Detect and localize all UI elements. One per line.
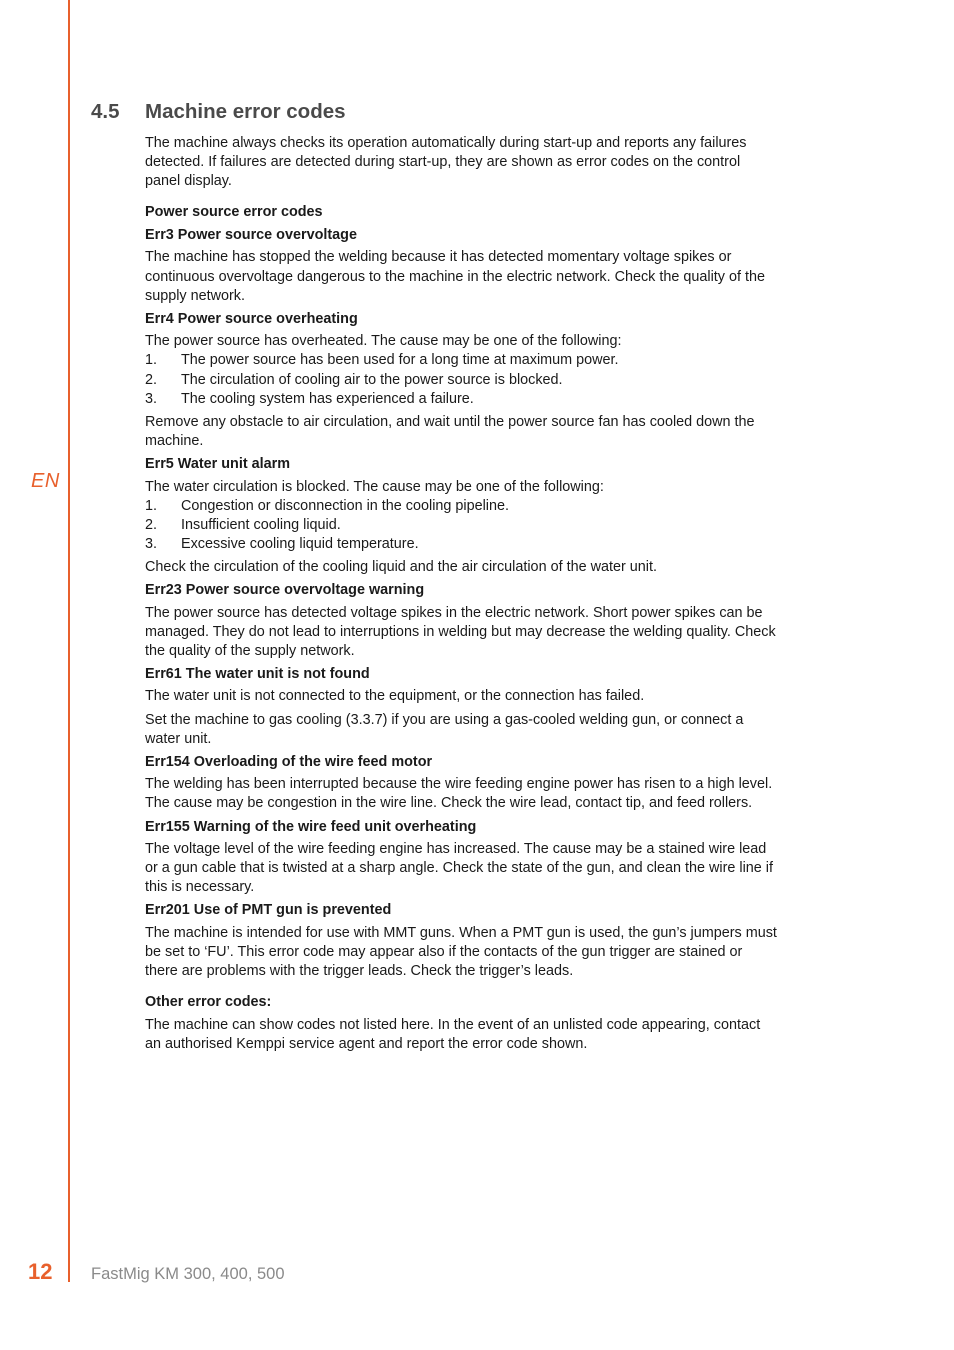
err5-after: Check the circulation of the cooling liquid and the air circulation of the water unit. [145, 558, 657, 575]
err61-text2: Set the machine to gas cooling (3.3.7) if you are using a gas-cooled welding gun, or connect a water unit. [145, 711, 744, 747]
list-item: 1. The power source has been used for a long time at maximum power. [145, 352, 619, 369]
err4-text: The power source has overheated. The cause may be one of the following: [145, 333, 622, 350]
section-heading [91, 100, 346, 124]
err23-title: Err23 Power source overvoltage warning [145, 581, 425, 598]
err201-title: Err201 Use of PMT gun is prevented [145, 902, 392, 919]
err154-text: The welding has been interrupted because the wire feeding engine power has risen to a high level. The cause may be congestion in the wire line. Check the wire lead, contact tip, and feed rollers. [145, 776, 773, 812]
list-item: 2. Insufficient cooling liquid. [145, 516, 341, 533]
power-source-heading: Power source error codes [145, 204, 323, 221]
err4-title: Err4 Power source overheating [145, 310, 358, 327]
page-number: 12 [28, 1259, 53, 1284]
err5-cause-list [145, 497, 777, 554]
err5-title: Err5 Water unit alarm [145, 455, 291, 472]
err61-text: The water unit is not connected to the equipment, or the connection has failed. [145, 688, 645, 705]
intro-paragraph: The machine always checks its operation automatically during start-up and reports any failures detected. If failures are detected during start-up, they are shown as error codes on the control panel display. [145, 135, 747, 190]
err4-after: Remove any obstacle to air circulation, and wait until the power source fan has cooled down the machine. [145, 413, 755, 449]
err154-title: Err154 Overloading of the wire feed motor [145, 753, 433, 770]
section-title: Machine error codes [145, 100, 346, 123]
list-item: 1. Congestion or disconnection in the cooling pipeline. [145, 497, 510, 514]
footer-product: FastMig KM 300, 400, 500 [91, 1265, 285, 1283]
err23-text: The power source has detected voltage spikes in the electric network. Short power spikes can be managed. They do not lead to interruptions in welding but may decrease the welding quality. Check the quality of the supply network. [145, 604, 776, 659]
language-tab: EN [31, 470, 60, 492]
section-number: 4.5 [91, 100, 120, 123]
err5-text: The water circulation is blocked. The cause may be one of the following: [145, 478, 604, 495]
list-item: 3. Excessive cooling liquid temperature. [145, 535, 419, 552]
err3-title: Err3 Power source overvoltage [145, 226, 357, 243]
err155-text: The voltage level of the wire feeding engine has increased. The cause may be a stained wire lead or a gun cable that is twisted at a sharp angle. Check the state of the gun, and clean the wire line if this is necessary. [145, 841, 773, 896]
margin-rule [68, 0, 70, 1282]
err61-title: Err61 The water unit is not found [145, 665, 370, 682]
list-item: 3. The cooling system has experienced a failure. [145, 390, 474, 407]
other-codes-text: The machine can show codes not listed here. In the event of an unlisted code appearing, contact an authorised Kemppi service agent and report the error code shown. [145, 1016, 761, 1052]
section-body [145, 134, 777, 1058]
err155-title: Err155 Warning of the wire feed unit overheating [145, 818, 477, 835]
list-item: 2. The circulation of cooling air to the power source is blocked. [145, 371, 563, 388]
err4-cause-list [145, 351, 777, 408]
err201-text: The machine is intended for use with MMT guns. When a PMT gun is used, the gun’s jumpers must be set to ‘FU’. This error code may appear also if the contacts of the gun trigger are stained or there are problems with the trigger leads. Check the trigger’s leads. [145, 924, 777, 980]
other-codes-title: Other error codes: [145, 994, 272, 1011]
err3-text: The machine has stopped the welding because it has detected momentary voltage spikes or continuous overvoltage dangerous to the machine in the electric network. Check the quality of the supply network. [145, 249, 765, 304]
